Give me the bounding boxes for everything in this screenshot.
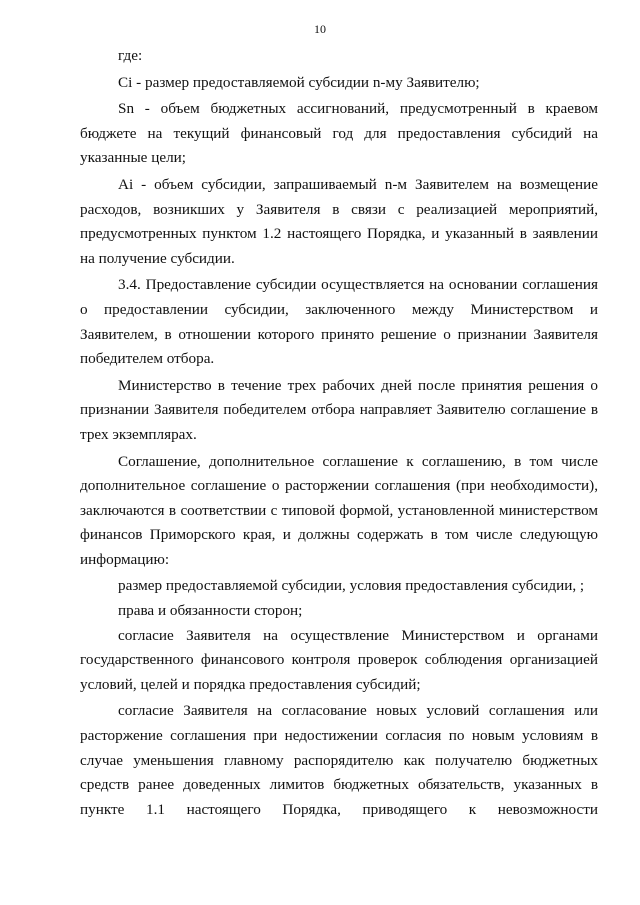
list-item-subsidy-size: размер предоставляемой субсидии, условия предоставления субсидии, ; [118,577,585,595]
page-number: 10 [314,22,326,36]
list-item-consent-new-conditions: согласие Заявителя на согласование новых условий соглашения или расторжение соглашения при недостижении согласия по новым условиям в случае уменьшения главному распорядителю как получателю бюджетных средств ранее доведенных лимитов бюджетных обязательств, указанных в пункте 1.1 настоящего Порядка, приводящего к невозможности [80,702,598,818]
paragraph-ci-definition: Ci - размер предоставляемой субсидии n-му Заявителю; [118,73,480,91]
paragraph-ai-definition: Ai - объем субсидии, запрашиваемый n-м Заявителем на возмещение расходов, возникших у Заявителя в связи с реализацией мероприятий, предусмотренных пунктом 1.2 настоящего Порядка, и указанный в заявлении на получение субсидии. [80,175,598,267]
document-body [80,44,598,824]
paragraph-ministry-sends-agreement: Министерство в течение трех рабочих дней после принятия решения о признании Заявителя победителем отбора направляет Заявителю соглашение в трех экземплярах. [80,376,598,443]
list-item-consent-inspections: согласие Заявителя на осуществление Министерством и органами государственного финансового контроля проверок соблюдения организацией условий, целей и порядка предоставления субсидий; [80,626,598,693]
paragraph-sn-definition: Sn - объем бюджетных ассигнований, предусмотренный в краевом бюджете на текущий финансовый год для предоставления субсидий на указанные цели; [80,100,598,167]
paragraph-agreement-contents: Соглашение, дополнительное соглашение к соглашению, в том числе дополнительное соглашение о расторжении соглашения (при необходимости), заключаются в соответствии с типовой формой, установленной министерством финансов Приморского края, и должны содержать в том числе следующую информацию: [80,452,598,568]
list-item-rights-duties: права и обязанности сторон; [118,602,303,620]
paragraph-clause-3-4: 3.4. Предоставление субсидии осуществляется на основании соглашения о предоставлении субсидии, заключенного между Министерством и Заявителем, в отношении которого принято решение о признании Заявителя победителем отбора. [80,276,598,368]
paragraph-where: где: [118,47,143,64]
